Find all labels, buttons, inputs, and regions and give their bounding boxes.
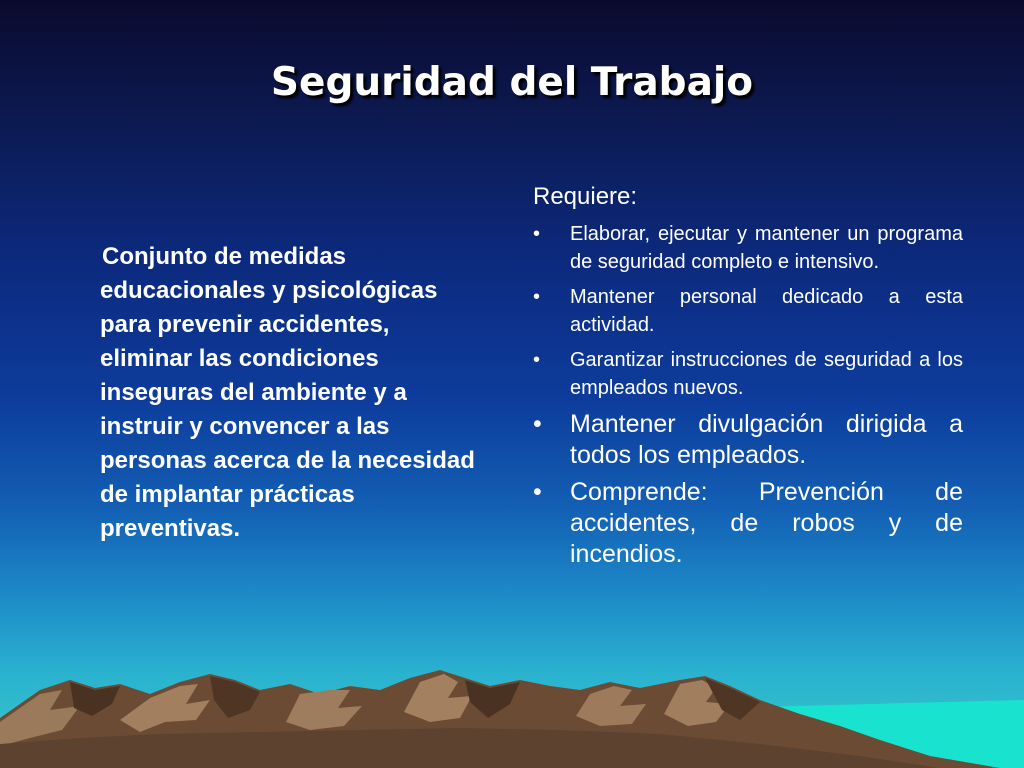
list-item-text: Comprende: Prevención de accidentes, de robos y de incendios.: [570, 478, 963, 568]
list-item-text: Garantizar instrucciones de seguridad a los empleados nuevos.: [570, 349, 963, 399]
list-item-text: Elaborar, ejecutar y mantener un programa de seguridad completo e intensivo.: [570, 223, 963, 273]
bullet-icon: •: [533, 410, 542, 438]
list-item-text: Mantener divulgación dirigida a todos los empleados.: [570, 410, 963, 469]
list-item: [533, 477, 963, 570]
list-item: [533, 220, 963, 276]
requirements-list: [533, 220, 963, 570]
list-item: [533, 409, 963, 471]
requirements-panel: [533, 182, 963, 576]
requires-heading: Requiere:: [533, 183, 638, 210]
list-item: [533, 283, 963, 339]
list-item-text: Mantener personal dedicado a esta actividad.: [570, 286, 963, 336]
definition-text: [100, 240, 480, 546]
slide-title: Seguridad del Trabajo: [270, 60, 754, 105]
bullet-icon: •: [533, 286, 541, 308]
bullet-icon: •: [533, 223, 541, 245]
mountain-landscape: [0, 660, 1024, 768]
bullet-icon: •: [533, 349, 541, 371]
list-item: [533, 346, 963, 402]
bullet-icon: •: [533, 478, 542, 506]
definition-body: Conjunto de medidas educacionales y psicológicas para prevenir accidentes, eliminar las condiciones inseguras del ambiente y a instruir y convencer a las personas acerca de la necesidad de implantar prácticas preventivas.: [100, 243, 475, 542]
